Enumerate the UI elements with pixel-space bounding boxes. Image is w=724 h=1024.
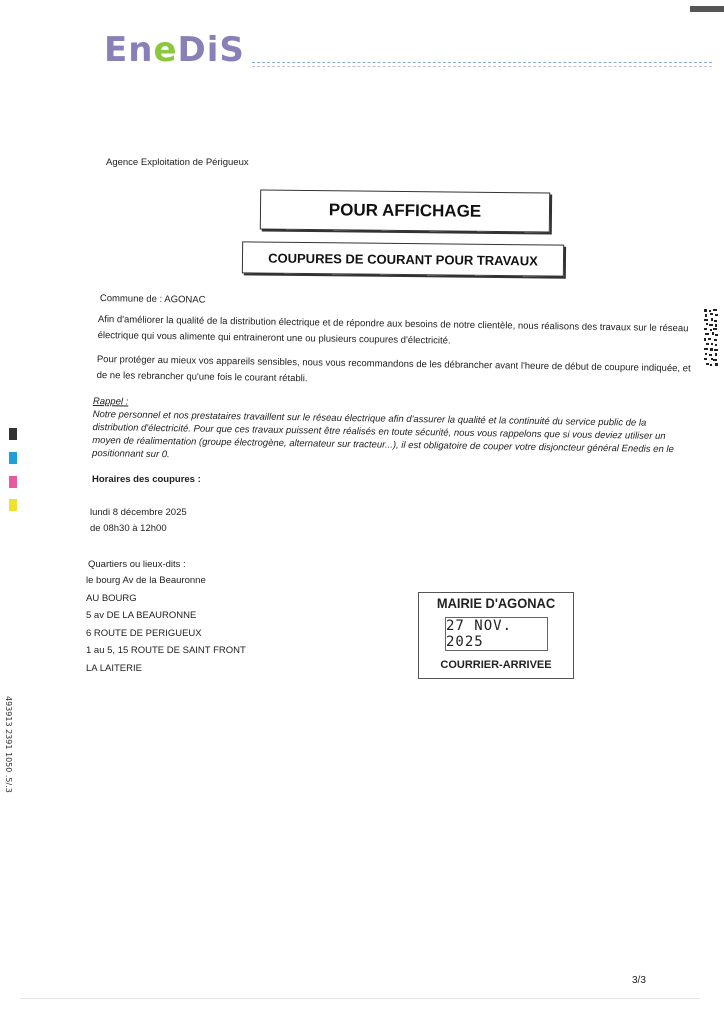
list-item: 6 ROUTE DE PERIGUEUX	[86, 627, 202, 639]
mairie-stamp	[418, 592, 574, 679]
header-rule	[252, 62, 712, 63]
enedis-logo	[104, 30, 245, 70]
stamp-date: 27 NOV. 2025	[445, 617, 548, 651]
logo-text-post: DiS	[177, 30, 245, 70]
header-rule-secondary	[252, 66, 712, 67]
paragraph-intro: Afin d'améliorer la qualité de la distribution électrique et de répondre aux besoins de notre clientèle, nous réalisons des travaux sur le réseau électrique qui vous alimente qui entraineront une ou plusieurs coupures d'électricité.	[97, 313, 689, 347]
rappel-block	[92, 395, 683, 469]
logo-text-mid: e	[153, 30, 178, 70]
rappel-text: Notre personnel et nos prestataires travaillent sur le réseau électrique afin d'assurer la qualité et la continuité du service public de la distribution d'électricité. Pour que ces travaux puissent être réalisés en toute sécurité, nous vous rappelons que si vous deviez utiliser un moyen de réalimentation (groupe électrogène, alternateur sur tracteur...), il est obligatoire de couper votre disjoncteur général Enedis en le positionnant sur 0.	[91, 408, 674, 461]
subtitle-box: COUPURES DE COURANT POUR TRAVAUX	[242, 241, 564, 276]
list-item: LA LAITERIE	[86, 662, 142, 674]
bottom-rule	[20, 998, 700, 999]
commune-line: Commune de : AGONAC	[99, 292, 206, 306]
quartiers-title: Quartiers ou lieux-dits :	[88, 559, 186, 570]
side-code: 493913 2391 1050 .5/.3	[4, 696, 13, 793]
horaires-title: Horaires des coupures :	[92, 474, 201, 485]
stamp-footer: COURRIER-ARRIVEE	[440, 659, 552, 671]
stamp-title: MAIRIE D'AGONAC	[436, 595, 556, 611]
rappel-title: Rappel :	[92, 395, 129, 408]
scan-corner-mark	[690, 6, 724, 12]
logo-text-pre: En	[104, 30, 154, 70]
list-item: 5 av DE LA BEAURONNE	[86, 610, 197, 621]
qr-code-icon	[703, 308, 719, 368]
agency-name: Agence Exploitation de Périgueux	[106, 157, 249, 168]
paragraph-advice: Pour protéger au mieux vos appareils sensibles, nous vous recommandons de les débrancher avant l'heure de début de coupure indiquée, et de ne les rebrancher qu'une fois le courant rétabli.	[96, 353, 691, 385]
outage-date: lundi 8 décembre 2025	[90, 507, 187, 518]
registration-mark-magenta	[9, 476, 17, 488]
outage-time: de 08h30 à 12h00	[90, 523, 167, 534]
list-item: le bourg Av de la Beauronne	[86, 575, 206, 586]
registration-mark-yellow	[9, 499, 17, 511]
registration-mark-cyan	[9, 452, 17, 464]
list-item: AU BOURG	[86, 592, 137, 604]
registration-mark-black	[9, 428, 17, 440]
page-number: 3/3	[632, 975, 646, 986]
location-list	[86, 573, 246, 678]
list-item: 1 au 5, 15 ROUTE DE SAINT FRONT	[86, 645, 246, 656]
title-box: POUR AFFICHAGE	[260, 189, 550, 232]
